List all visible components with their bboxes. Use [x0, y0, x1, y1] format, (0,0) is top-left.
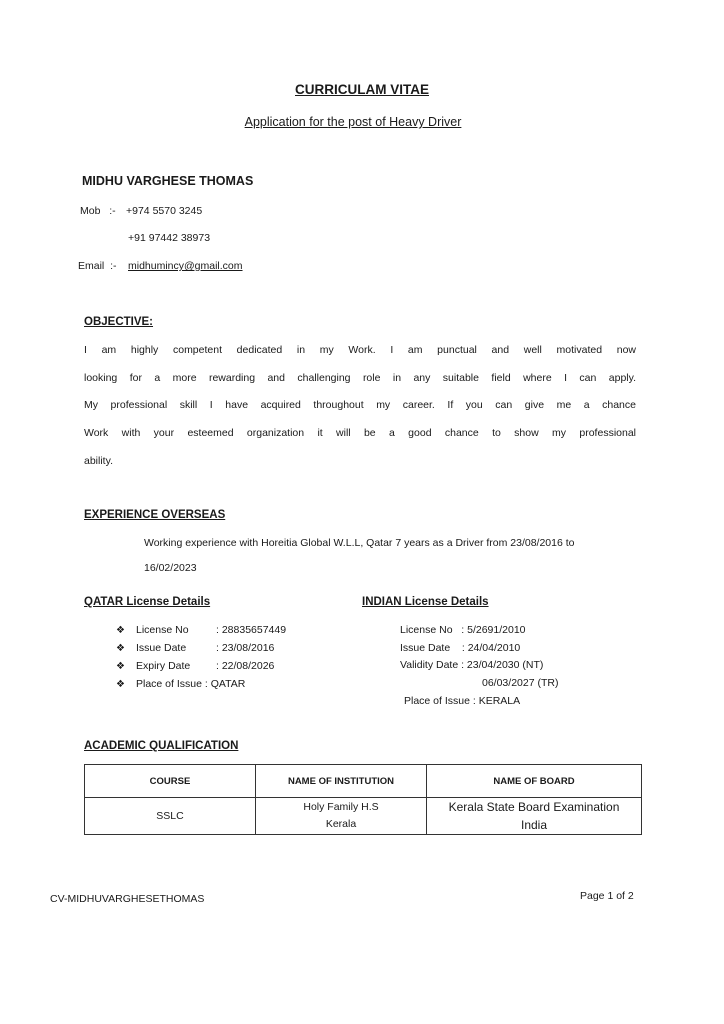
- email-link[interactable]: midhumincy@gmail.com: [128, 260, 243, 272]
- experience-heading: EXPERIENCE OVERSEAS: [84, 509, 226, 521]
- footer-page-number: Page 1 of 2: [580, 890, 634, 902]
- column-header-board: NAME OF BOARD: [427, 765, 642, 798]
- indian-license-number: License No : 5/2691/2010: [400, 624, 526, 636]
- institution-cell: Holy Family H.S Kerala: [256, 798, 427, 835]
- indian-validity-date: Validity Date : 23/04/2030 (NT): [400, 659, 544, 671]
- board-cell: Kerala State Board Examination India: [427, 798, 642, 835]
- mobile-number-2: +91 97442 38973: [128, 232, 211, 244]
- qatar-license-heading: QATAR License Details: [84, 596, 211, 608]
- qatar-license-item: ❖ License No : 28835657449: [116, 624, 287, 636]
- email-label: Email :-: [78, 260, 117, 272]
- qatar-license-item: ❖ Expiry Date : 22/08/2026: [116, 660, 275, 672]
- table-row: [85, 798, 642, 835]
- indian-issue-date: Issue Date : 24/04/2010: [400, 642, 521, 654]
- document-subtitle: Application for the post of Heavy Driver: [244, 115, 462, 129]
- indian-license-heading: INDIAN License Details: [362, 596, 489, 608]
- column-header-course: COURSE: [85, 765, 256, 798]
- objective-heading: OBJECTIVE:: [84, 316, 154, 328]
- experience-line-2: 16/02/2023: [144, 562, 197, 574]
- academic-heading: ACADEMIC QUALIFICATION: [84, 740, 239, 752]
- academic-table: [84, 764, 642, 835]
- objective-line-3: My professional skill I have acquired throughout my career. If you can give me a chance: [84, 399, 636, 411]
- document-title: CURRICULAM VITAE: [295, 82, 429, 97]
- qatar-license-item: ❖ Issue Date : 23/08/2016: [116, 642, 275, 654]
- mobile-label: Mob :-: [80, 205, 116, 217]
- qatar-license-item: ❖ Place of Issue : QATAR: [116, 678, 246, 690]
- column-header-institution: NAME OF INSTITUTION: [256, 765, 427, 798]
- objective-line-5: ability.: [84, 455, 113, 467]
- indian-place-of-issue: Place of Issue : KERALA: [404, 695, 521, 707]
- footer-document-id: CV-MIDHUVARGHESETHOMAS: [50, 893, 205, 905]
- diamond-bullet-icon: ❖: [116, 661, 125, 672]
- diamond-bullet-icon: ❖: [116, 643, 125, 654]
- applicant-name: MIDHU VARGHESE THOMAS: [82, 174, 254, 188]
- table-header-row: [85, 765, 642, 798]
- diamond-bullet-icon: ❖: [116, 625, 125, 636]
- mobile-number-1: +974 5570 3245: [126, 205, 203, 217]
- course-cell: SSLC: [85, 798, 256, 835]
- experience-line-1: Working experience with Horeitia Global W.L.L, Qatar 7 years as a Driver from 23/08/2016 to: [144, 537, 575, 549]
- diamond-bullet-icon: ❖: [116, 679, 125, 690]
- objective-line-4: Work with your esteemed organization it will be a good chance to show my professional: [84, 427, 636, 439]
- indian-validity-date-2: 06/03/2027 (TR): [482, 677, 559, 689]
- objective-line-1: I am highly competent dedicated in my Work. I am punctual and well motivated now: [84, 344, 636, 356]
- objective-line-2: looking for a more rewarding and challenging role in any suitable field where I can apply.: [84, 372, 636, 384]
